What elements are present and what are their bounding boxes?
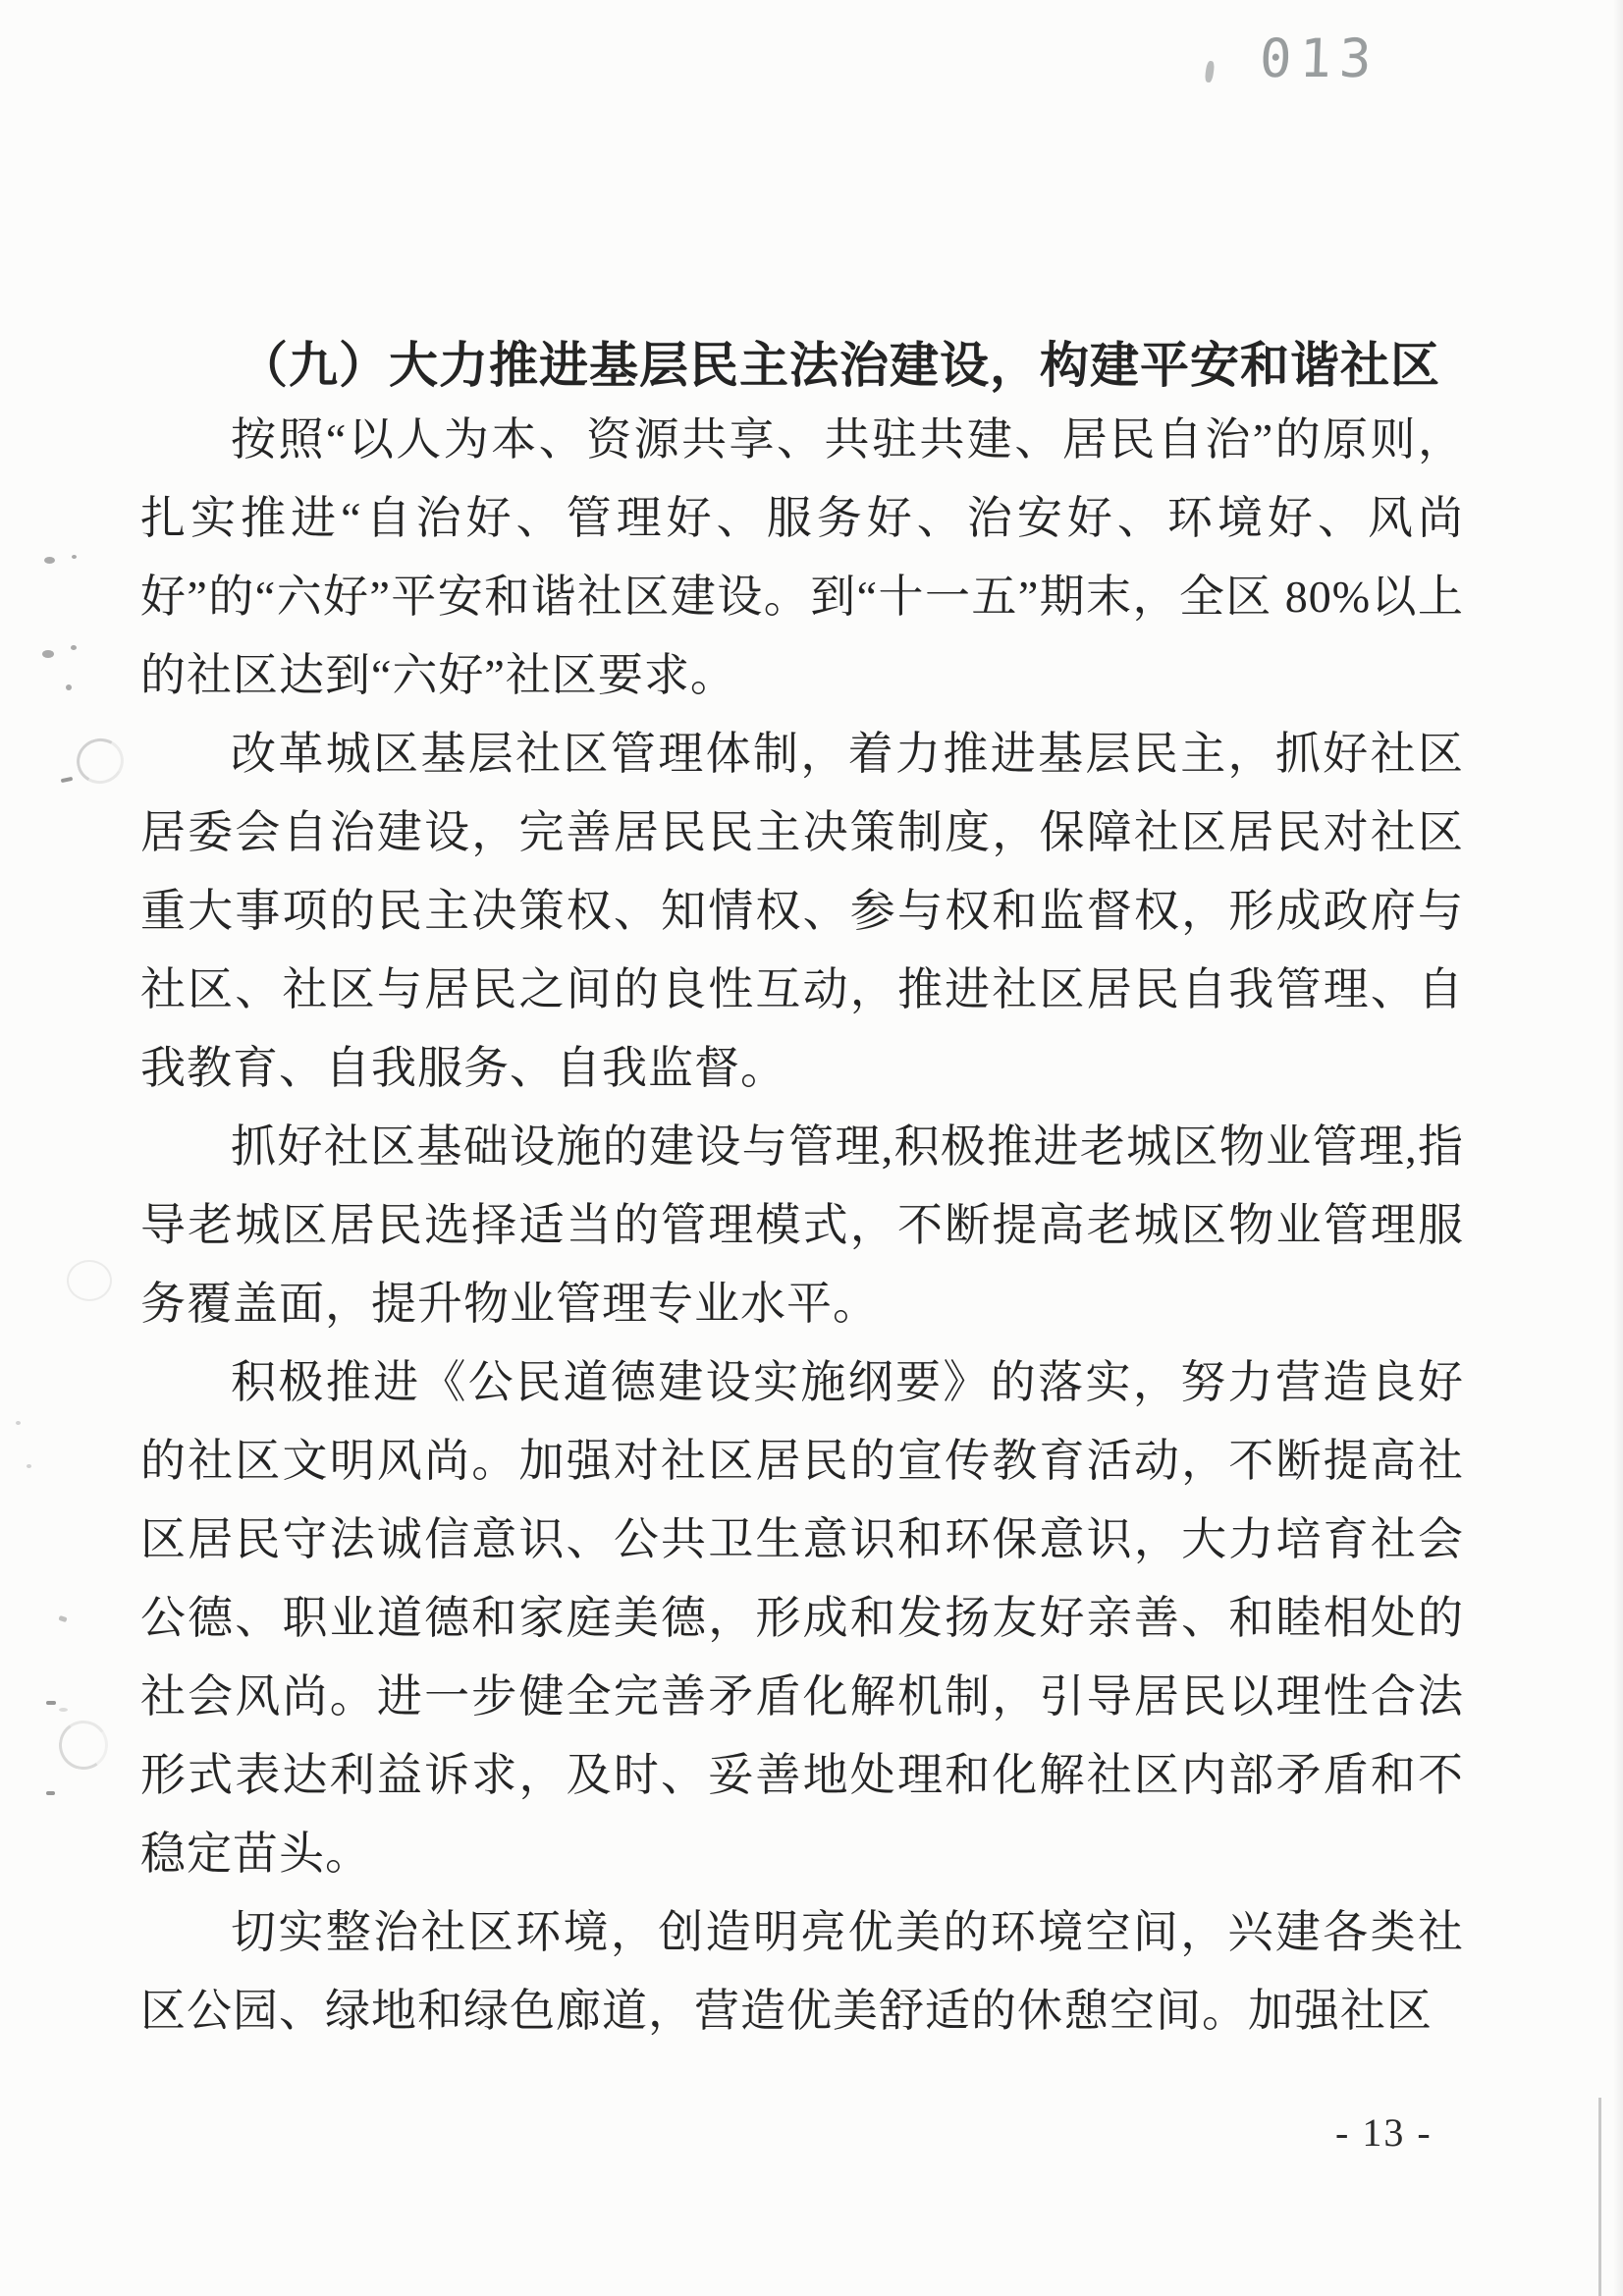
scan-smudge-ring-faint <box>67 1260 112 1301</box>
paragraph-3: 抓好社区基础设施的建设与管理,积极推进老城区物业管理,指导老城区居民选择适当的管理模式，不断提高老城区物业管理服务覆盖面，提升物业管理专业水平。 <box>140 1121 1464 1329</box>
scan-speck <box>61 777 74 783</box>
paragraph-1: 按照“以人为本、资源共享、共驻共建、居民自治”的原则，扎实推进“自治好、管理好、服务好、治安好、环境好、风尚好”的“六好”平安和谐社区建设。到“十一五”期末，全区 80%以上的社区达到“六好”社区要求。 <box>140 414 1464 700</box>
scan-speck <box>58 1615 67 1622</box>
scan-edge-line <box>1598 2098 1601 2296</box>
scan-speck <box>44 557 55 564</box>
scan-speck <box>59 1708 68 1712</box>
scan-speck <box>42 650 54 658</box>
scan-speck <box>72 555 77 559</box>
document-body <box>140 401 1464 2050</box>
scan-speck <box>71 645 77 650</box>
scan-speck <box>66 684 72 690</box>
scan-smudge-ring <box>55 1717 112 1774</box>
page-number: - 13 - <box>1335 2110 1433 2155</box>
scan-speck <box>27 1464 31 1468</box>
scan-speck <box>46 1791 55 1795</box>
paragraph-2: 改革城区基层社区管理体制，着力推进基层民主，抓好社区居委会自治建设，完善居民民主决策制度，保障社区居民对社区重大事项的民主决策权、知情权、参与权和监督权，形成政府与社区、社区与居民之间的良性互动，推进社区居民自我管理、自我教育、自我服务、自我监督。 <box>140 729 1464 1093</box>
scan-speck <box>46 1701 56 1705</box>
section-heading: （九）大力推进基层民主法治建设，构建平安和谐社区 <box>239 338 1440 393</box>
scan-speck <box>16 1421 21 1425</box>
scan-smudge-ring <box>72 734 129 790</box>
paragraph-5: 切实整治社区环境，创造明亮优美的环境空间，兴建各类社区公园、绿地和绿色廊道，营造优美舒适的休憩空间。加强社区 <box>140 1907 1464 2036</box>
stamp-ink-speck <box>1205 61 1216 83</box>
page-stamp-number: 013 <box>1258 27 1380 89</box>
scan-edge-shadow <box>1613 0 1623 2296</box>
paragraph-4: 积极推进《公民道德建设实施纲要》的落实，努力营造良好的社区文明风尚。加强对社区居民的宣传教育活动，不断提高社区居民守法诚信意识、公共卫生意识和环保意识，大力培育社会公德、职业道德和家庭美德，形成和发扬友好亲善、和睦相处的社会风尚。进一步健全完善矛盾化解机制，引导居民以理性合法形式表达利益诉求，及时、妥善地处理和化解社区内部矛盾和不稳定苗头。 <box>140 1357 1464 1879</box>
